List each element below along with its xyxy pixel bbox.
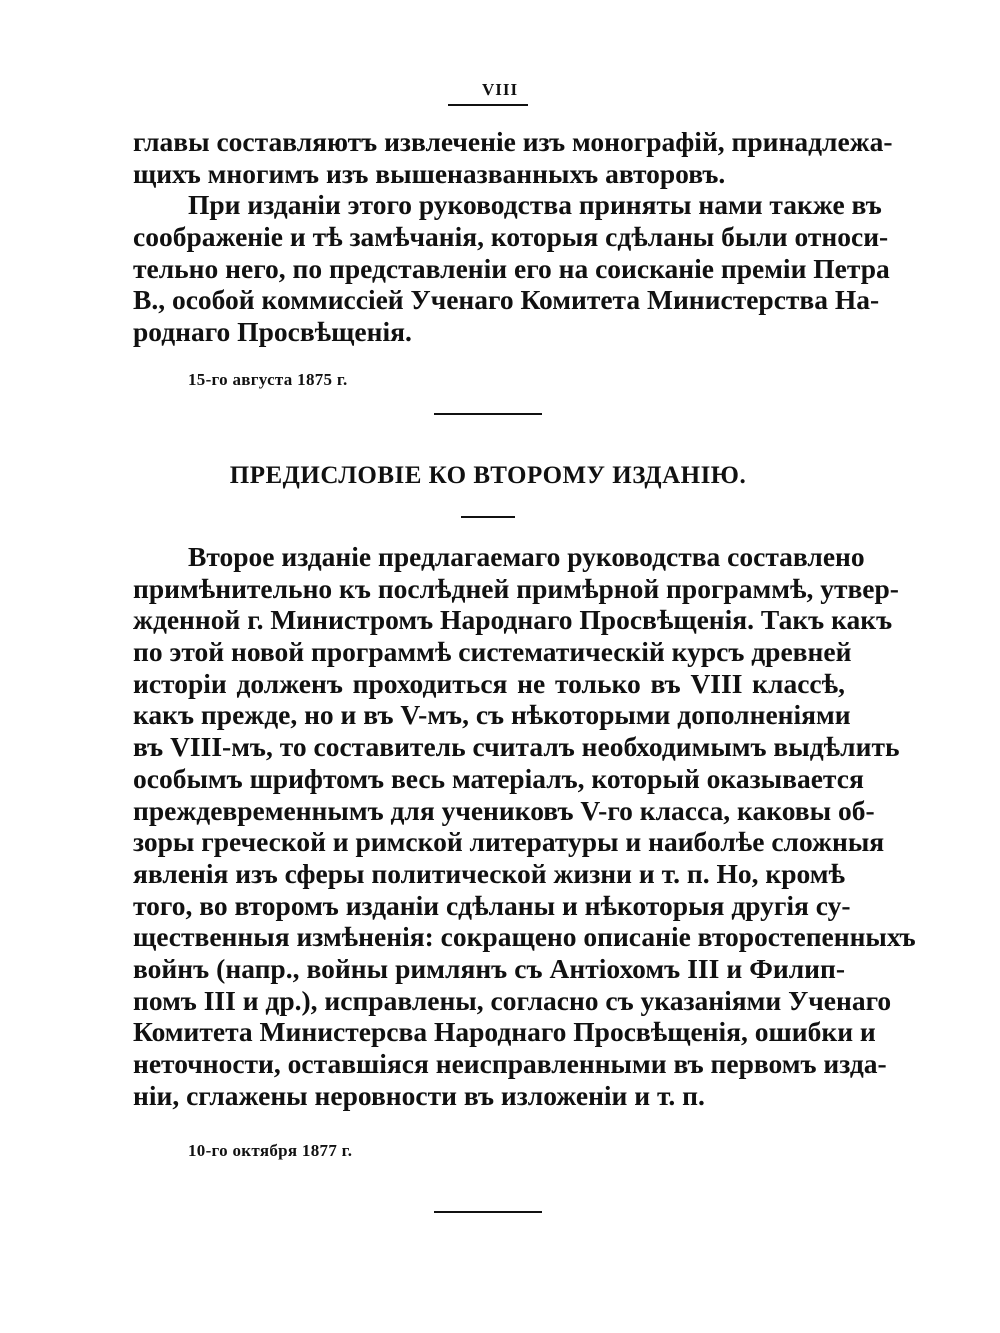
text-line: При изданіи этого руководства приняты нами также въ <box>188 189 882 221</box>
text-line: жденной г. Министромъ Народнаго Просвѣщенія. Такъ какъ <box>133 604 893 636</box>
text-line: по этой новой программѣ систематическій курсъ древней <box>133 636 852 668</box>
text-line: Второе изданіе предлагаемаго руководства составлено <box>188 541 865 572</box>
text-line: главы составляютъ извлеченіе изъ монографій, принадлежа- <box>133 126 893 157</box>
text-line: В., особой коммиссіей Ученаго Комитета Министерства На- <box>133 284 880 316</box>
page-number: VIII <box>481 80 519 99</box>
text-line: примѣнительно къ послѣдней примѣрной программѣ, утвер- <box>133 572 899 604</box>
first-section-date: 15-го августа 1875 г. <box>188 370 348 389</box>
end-divider <box>434 1211 542 1213</box>
second-section-text <box>133 541 916 1111</box>
heading-underline <box>461 516 515 518</box>
text-line: явленія изъ сферы политической жизни и т. п. Но, кромѣ <box>133 857 845 889</box>
text-line: того, во второмъ изданіи сдѣланы и нѣкоторыя другія су- <box>133 889 851 921</box>
text-line: щественныя измѣненія: сокращено описаніе второстепенныхъ <box>133 921 916 953</box>
text-line: помъ III и др.), исправлены, согласно съ указаніями Ученаго <box>133 984 892 1016</box>
text-line: исторіи долженъ проходиться не только въ VIII классѣ, <box>133 667 845 699</box>
page-number-underline <box>448 104 528 106</box>
text-line: какъ прежде, но и въ V-мъ, съ нѣкоторыми дополненіями <box>133 699 851 731</box>
text-line: роднаго Просвѣщенія. <box>133 316 412 348</box>
text-line: щихъ многимъ изъ вышеназванныхъ авторовъ. <box>133 157 726 189</box>
text-line: тельно него, по представленіи его на соисканіе преміи Петра <box>133 252 890 284</box>
text-line: въ VIII-мъ, то составитель считалъ необходимымъ выдѣлить <box>133 731 900 763</box>
first-section-text <box>133 126 893 348</box>
second-section-date: 10-го октября 1877 г. <box>188 1141 353 1160</box>
text-line: зоры греческой и римской литературы и наиболѣе сложныя <box>133 826 885 858</box>
second-preface-heading: ПРЕДИСЛОВІЕ КО ВТОРОМУ ИЗДАНІЮ. <box>229 462 747 489</box>
text-line: неточности, оставшіяся неисправленными въ первомъ изда- <box>133 1048 887 1079</box>
section-divider <box>434 413 542 415</box>
text-line: преждевременнымъ для учениковъ V-го класса, каковы об- <box>133 794 875 826</box>
text-line: особымъ шрифтомъ весь матеріалъ, который оказывается <box>133 762 864 794</box>
text-line: соображеніе и тѣ замѣчанія, которыя сдѣланы были относи- <box>133 221 889 253</box>
text-line: ніи, сглажены неровности въ изложеніи и т. п. <box>133 1079 705 1111</box>
text-line: Комитета Министерсва Народнаго Просвѣщенія, ошибки и <box>133 1016 876 1048</box>
text-line: войнъ (напр., войны римлянъ съ Антіохомъ III и Филип- <box>133 952 845 984</box>
